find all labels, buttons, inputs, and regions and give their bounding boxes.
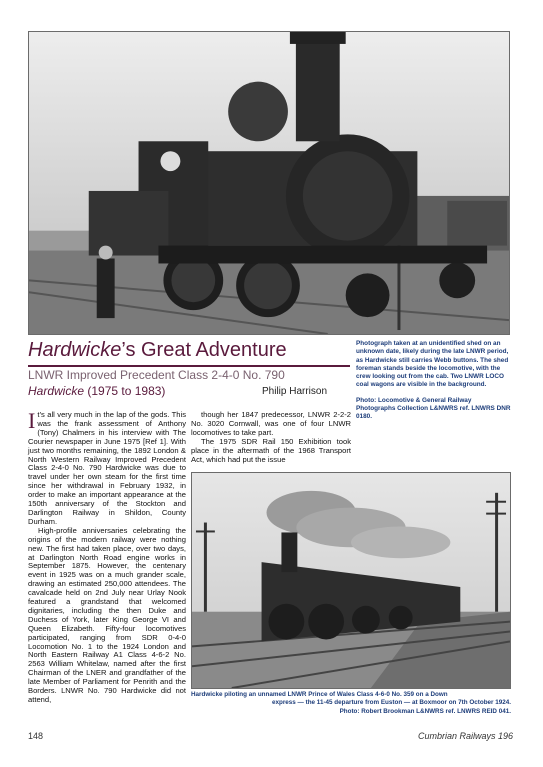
caption-bottom-line-1: Hardwicke piloting an unnamed LNWR Prince of Wales Class 4-6-0 No. 359 on a Down: [191, 691, 448, 698]
caption-bottom-line-3: Photo: Robert Brookman L&NWRS ref. LNWRS REID 041.: [339, 707, 511, 715]
article-title: [28, 339, 348, 362]
bottom-photo-caption: [191, 691, 511, 716]
body-paragraph-1: [28, 408, 186, 527]
locomotive-photo-illustration: [29, 32, 509, 334]
body-column-1: [28, 408, 186, 705]
body-paragraph-3: though her 1847 predecessor, LNWR 2-2-2 No. 3020 Cornwall, was one of four LNWR locomotives to take part.: [191, 410, 351, 437]
top-photo-caption: [356, 340, 512, 429]
title-italic: Hardwicke: [28, 339, 122, 361]
body-paragraph-1-text: t’s all very much in the lap of the gods. This was the frank assessment of Anthony (Tony) Chalmers in his interview with The Courier newspaper in June 1975 [Ref 1]. With just two months remaining, the 1892 London & North Western Railway Improved Precedent Class 2-4-0 No. 790 Hardwicke was due to travel under her own steam for the first time since her withdrawal in February 1932, in order to make an important appearance at the 150th anniversary of the Stockton and Darlington Railway in Shildon, County Durham.: [28, 410, 186, 526]
subtitle-italic: Hardwicke: [28, 384, 85, 398]
caption-description: Photograph taken at an unidentified shed on an unknown date, likely during the late LNWR period, as Hardwicke still carries Webb buttons. The shed foreman stands beside the locomotive, with the crew looking out from the cab. Two LNWR LOCO coal wagons are visible in the background.: [356, 340, 509, 389]
drop-cap: I: [28, 408, 36, 433]
body-paragraph-4: The 1975 SDR Rail 150 Exhibition took place in the aftermath of the 1968 Transport Act, which had put the issue: [191, 436, 351, 464]
caption-credit: Photo: Locomotive & General Railway Photographs Collection L&NWRS ref. LNWRS DNR 0180.: [356, 396, 511, 421]
author-byline: Philip Harrison: [262, 386, 328, 397]
journal-name: Cumbrian Railways 196: [417, 731, 513, 741]
photo-hardwicke-at-shed: [28, 31, 510, 335]
photo-boxmoor-express: [191, 472, 511, 689]
article-subtitle: LNWR Improved Precedent Class 2-4-0 No. 790: [28, 368, 285, 382]
subtitle-rest: (1975 to 1983): [84, 384, 166, 398]
title-underline: [28, 365, 350, 367]
body-column-2: [191, 411, 351, 464]
article-subtitle-dates: [28, 384, 165, 398]
page-number: 148: [28, 731, 44, 741]
title-rest: ’s Great Adventure: [121, 339, 287, 361]
express-photo-illustration: [192, 473, 510, 688]
caption-bottom-line-2: express — the 11-45 departure from Euston — at Boxmoor on 7th October 1924.: [272, 699, 511, 707]
body-paragraph-2: High-profile anniversaries celebrating the origins of the modern railway were nothing new. The first had taken place, over two days, at Darlington North Road engine works in September 1875. However, the centenary event in 1925 was on a much grander scale, drawing an estimated 250,000 attendees. The cavalcade held on 2nd July near Urlay Nook featured a grandstand that welcomed dignitaries, including the then Duke and Duchess of York, later King George VI and Queen Elizabeth. Fifty-four locomotives participated, ranging from SDR 0-4-0 Locomotion No. 1 to the 1924 London and North Eastern Railway A1 Class 4-6-2 No. 2563 William Whitelaw, named after the first Chairman of the LNER and grandfather of the late Member of Parliament for Penrith and the Borders. LNWR No. 790 Hardwicke did not attend,: [28, 525, 186, 704]
